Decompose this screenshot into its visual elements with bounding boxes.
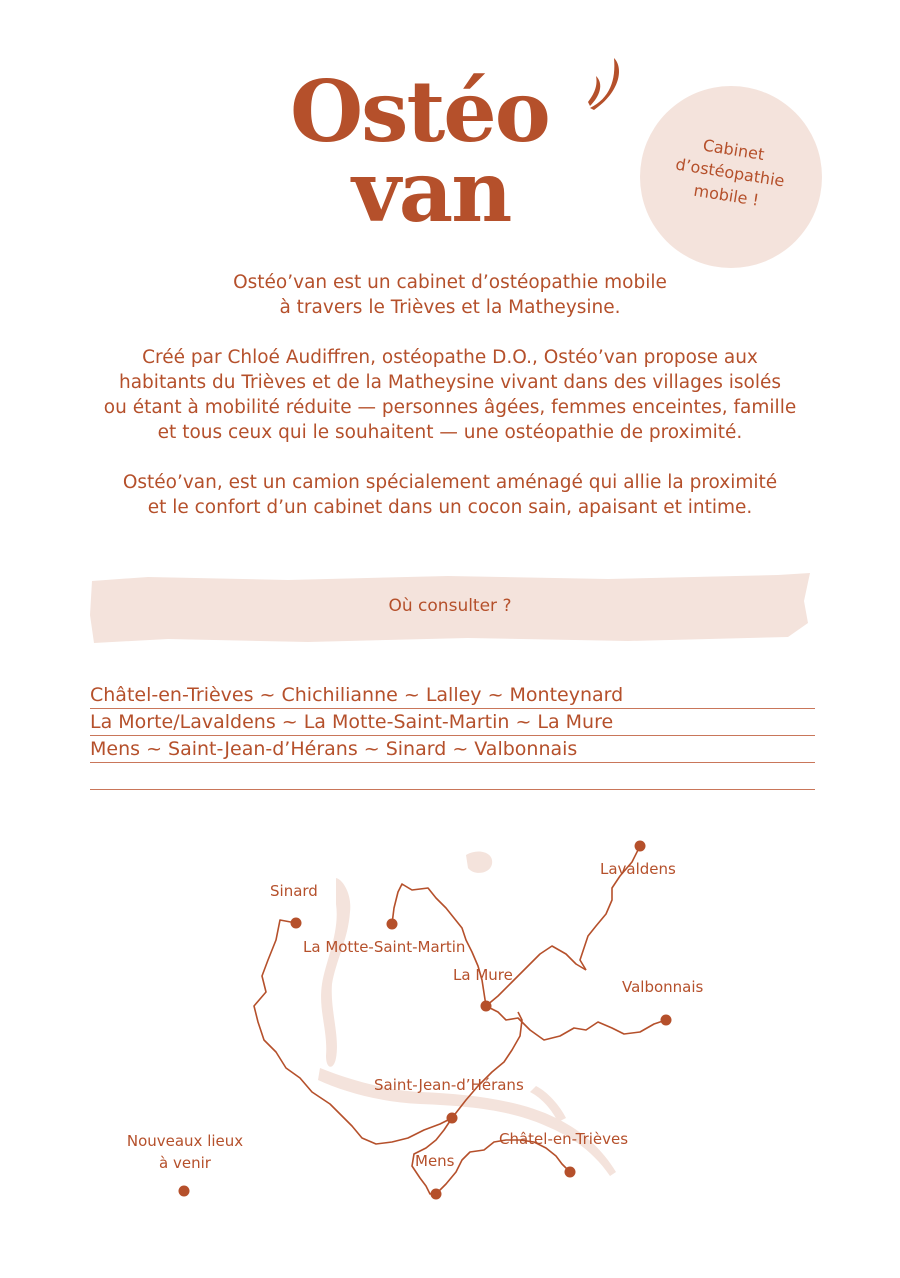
map-dot-la-motte: [387, 919, 398, 930]
map-dot-saint-jean: [447, 1113, 458, 1124]
map-label-mens: Mens: [415, 1152, 455, 1170]
intro-paragraph-2: Créé par Chloé Audiffren, ostéopathe D.O., Ostéo’van propose aux habitants du Trièves et de la Matheysine vivant dans des villages isolés ou étant à mobilité réduite — personnes âgées, femmes enceintes, famille et tous ceux qui le souhaitent — une ostéopathie de proximité.: [103, 347, 797, 443]
map-dot-mens: [431, 1189, 442, 1200]
map-label-saint-jean: Saint-Jean-d’Hérans: [374, 1076, 524, 1094]
intro-text: [60, 270, 840, 545]
map-label-sinard: Sinard: [270, 882, 318, 900]
map-dot-sinard: [291, 918, 302, 929]
route-map: [0, 800, 900, 1278]
map-labels: [127, 860, 704, 1172]
map-label-nouveaux-1: Nouveaux lieux: [126, 1132, 244, 1150]
locations-line-empty: [90, 763, 815, 790]
section-title: Où consulter ?: [388, 596, 512, 616]
logo-line-2: van: [352, 142, 511, 241]
map-dot-valbonnais: [661, 1015, 672, 1026]
logo-swirl-icon: [580, 52, 640, 112]
badge-label: Cabinet d’ostéopathie mobile !: [674, 135, 786, 210]
map-label-nouveaux-2: à venir: [159, 1154, 211, 1172]
map-dot-chatel: [565, 1167, 576, 1178]
intro-paragraph-3: Ostéo’van, est un camion spécialement aménagé qui allie la proximité et le confort d’un cabinet dans un cocon sain, apaisant et intime.: [122, 472, 778, 518]
map-dot-lavaldens: [635, 841, 646, 852]
logo-line-1: Ostéo: [290, 62, 549, 161]
map-label-chatel: Châtel-en-Trièves: [499, 1130, 629, 1148]
intro-paragraph-1: Ostéo’van est un cabinet d’ostéopathie mobile à travers le Trièves et la Matheysine.: [233, 272, 667, 318]
locations-list: [90, 682, 815, 790]
locations-line-3: Mens ~ Saint-Jean-d’Hérans ~ Sinard ~ Valbonnais: [90, 736, 815, 763]
map-dot-nouveaux: [179, 1186, 190, 1197]
map-label-lavaldens: Lavaldens: [600, 860, 676, 878]
locations-line-2: La Morte/Lavaldens ~ La Motte-Saint-Martin ~ La Mure: [90, 709, 815, 736]
map-label-valbonnais: Valbonnais: [622, 978, 704, 996]
lake-shapes: [318, 852, 616, 1176]
locations-line-1: Châtel-en-Trièves ~ Chichilianne ~ Lalley ~ Monteynard: [90, 682, 815, 709]
map-label-la-motte: La Motte-Saint-Martin: [303, 938, 466, 956]
map-label-la-mure: La Mure: [453, 966, 513, 984]
map-dot-la-mure: [481, 1001, 492, 1012]
